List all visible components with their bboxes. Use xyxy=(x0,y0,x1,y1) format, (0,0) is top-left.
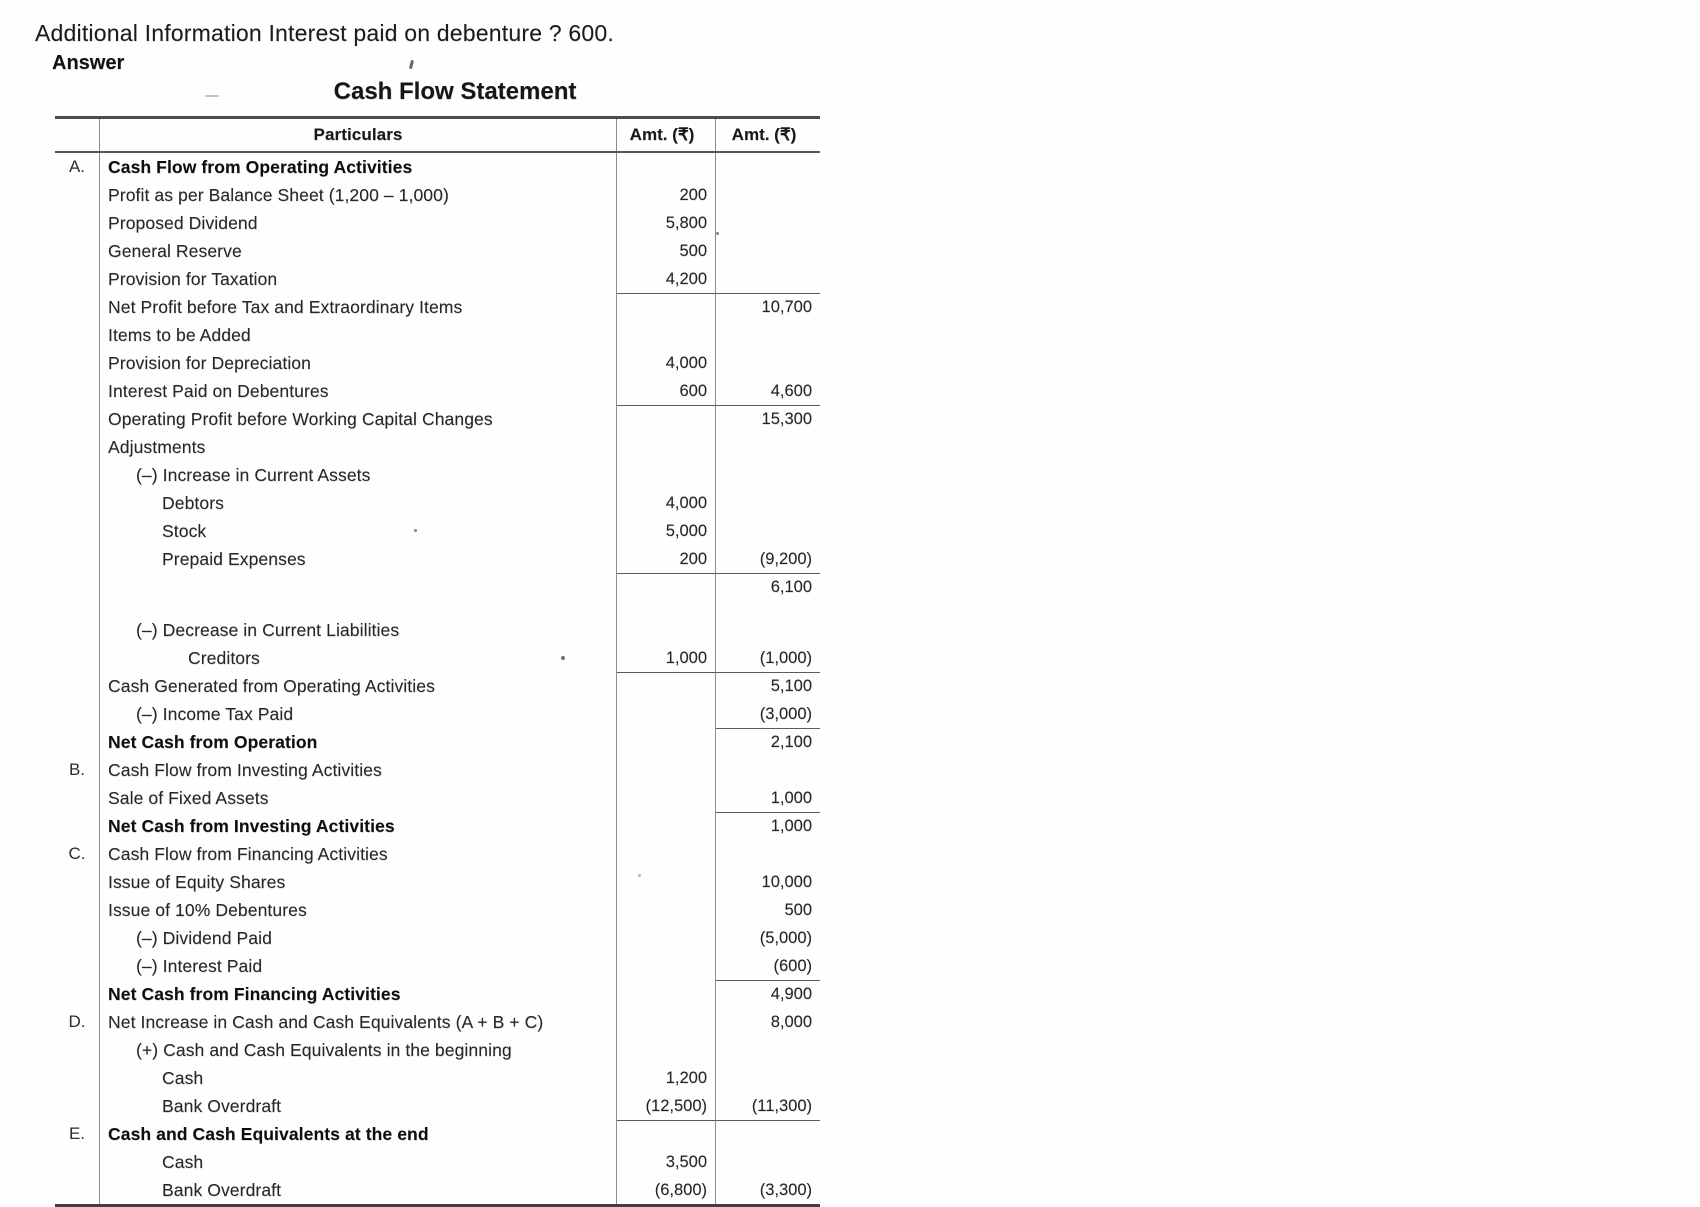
row-serial-letter xyxy=(55,700,100,728)
row-amount-col2: 10,700 xyxy=(716,293,820,321)
row-serial-letter xyxy=(55,265,100,293)
row-particulars: Interest Paid on Debentures xyxy=(100,377,617,405)
row-particulars: Net Profit before Tax and Extraordinary Items xyxy=(100,293,617,321)
table-row xyxy=(55,1176,820,1204)
row-serial-letter xyxy=(55,1064,100,1092)
header-serial-column xyxy=(55,119,100,151)
row-amount-col2 xyxy=(716,237,820,265)
row-amount-col2: (9,200) xyxy=(759,549,812,568)
table-row xyxy=(55,700,820,728)
row-particulars: Net Cash from Financing Activities xyxy=(100,980,617,1008)
table-row xyxy=(55,756,820,784)
table-row xyxy=(55,153,820,181)
table-row xyxy=(55,728,820,756)
table-spacer-row xyxy=(55,601,820,616)
table-row xyxy=(55,265,820,293)
row-particulars: Cash Flow from Operating Activities xyxy=(100,153,617,181)
row-amount-col1 xyxy=(617,728,716,756)
row-amount-col1: 500 xyxy=(617,237,716,265)
row-serial-letter xyxy=(55,980,100,1008)
row-amount-col1 xyxy=(617,1008,716,1036)
row-serial-letter xyxy=(55,1036,100,1064)
row-serial-letter xyxy=(55,573,100,601)
row-particulars: (–) Decrease in Current Liabilities xyxy=(100,616,617,644)
table-row xyxy=(55,840,820,868)
row-particulars: Cash Flow from Investing Activities xyxy=(100,756,617,784)
table-row xyxy=(55,1120,820,1148)
row-amount-col1 xyxy=(617,153,716,181)
row-particulars: Adjustments xyxy=(100,433,617,461)
row-amount-col1 xyxy=(617,812,716,840)
row-amount-col1: (6,800) xyxy=(617,1176,716,1204)
row-amount-col2 xyxy=(716,209,820,237)
row-serial-letter xyxy=(55,461,100,489)
row-serial-letter: B. xyxy=(55,756,100,784)
row-particulars xyxy=(100,573,617,601)
row-amount-col1 xyxy=(617,784,716,812)
row-amount-col1: 1,200 xyxy=(617,1064,716,1092)
table-row xyxy=(55,321,820,349)
row-particulars: (–) Increase in Current Assets xyxy=(100,461,617,489)
header-amount-2: Amt. (₹) xyxy=(731,125,797,144)
table-row xyxy=(55,1036,820,1064)
row-amount-col2 xyxy=(716,616,820,644)
row-particulars: Net Cash from Operation xyxy=(100,728,617,756)
row-amount-col2: (11,300) xyxy=(751,1096,812,1115)
table-row xyxy=(55,237,820,265)
row-particulars: Stock xyxy=(100,517,617,545)
row-amount-col2 xyxy=(716,153,820,181)
row-serial-letter: E. xyxy=(55,1120,100,1148)
row-amount-col2: 4,900 xyxy=(716,980,820,1008)
row-particulars: Cash Generated from Operating Activities xyxy=(100,672,617,700)
row-amount-col2 xyxy=(716,433,820,461)
row-serial-letter xyxy=(55,237,100,265)
row-amount-col1: 600 xyxy=(617,377,716,405)
row-serial-letter xyxy=(55,1092,100,1120)
row-amount-col1: 5,800 xyxy=(617,209,716,237)
row-amount-col1: 200 xyxy=(617,181,716,209)
row-amount-col1: 4,200 xyxy=(617,265,716,293)
row-amount-col2 xyxy=(716,517,820,545)
table-row xyxy=(55,868,820,896)
header-amount-1: Amt. (₹) xyxy=(617,119,716,151)
row-amount-col2 xyxy=(716,349,820,377)
row-serial-letter xyxy=(55,784,100,812)
row-amount-col1 xyxy=(617,756,716,784)
row-amount-col2: (600) xyxy=(773,956,812,975)
row-particulars: Cash xyxy=(100,1148,617,1176)
row-amount-col1: 4,000 xyxy=(617,349,716,377)
row-serial-letter xyxy=(55,924,100,952)
row-serial-letter xyxy=(55,377,100,405)
scan-speck xyxy=(414,529,417,532)
row-serial-letter xyxy=(55,672,100,700)
row-particulars: Issue of Equity Shares xyxy=(100,868,617,896)
row-serial-letter xyxy=(55,349,100,377)
row-amount-col1 xyxy=(617,980,716,1008)
row-amount-col2 xyxy=(716,1064,820,1092)
row-serial-letter xyxy=(55,728,100,756)
row-particulars: Bank Overdraft xyxy=(100,1092,617,1120)
row-particulars: Profit as per Balance Sheet (1,200 – 1,000) xyxy=(100,181,617,209)
table-row xyxy=(55,812,820,840)
table-row xyxy=(55,896,820,924)
table-row xyxy=(55,1092,820,1120)
table-row xyxy=(55,952,820,980)
table-row xyxy=(55,924,820,952)
table-row xyxy=(55,293,820,321)
table-row xyxy=(55,349,820,377)
row-serial-letter xyxy=(55,896,100,924)
row-serial-letter: C. xyxy=(55,840,100,868)
table-row xyxy=(55,545,820,573)
table-row xyxy=(55,573,820,601)
scan-speck xyxy=(205,95,219,97)
row-amount-col1 xyxy=(617,616,716,644)
row-serial-letter xyxy=(55,209,100,237)
table-row xyxy=(55,181,820,209)
row-amount-col2: (3,300) xyxy=(759,1180,812,1199)
row-particulars: Net Increase in Cash and Cash Equivalents (A + B + C) xyxy=(100,1008,617,1036)
row-particulars: Net Cash from Investing Activities xyxy=(100,812,617,840)
row-amount-col1 xyxy=(617,433,716,461)
table-row xyxy=(55,616,820,644)
row-amount-col1 xyxy=(617,868,716,896)
table-header-row xyxy=(55,119,820,153)
row-particulars: Cash and Cash Equivalents at the end xyxy=(100,1120,617,1148)
row-particulars: (–) Income Tax Paid xyxy=(100,700,617,728)
row-particulars: Creditors xyxy=(100,644,617,672)
table-row xyxy=(55,461,820,489)
row-amount-col1 xyxy=(617,952,716,980)
row-amount-col2: 500 xyxy=(784,900,812,919)
table-row xyxy=(55,1064,820,1092)
row-particulars: (+) Cash and Cash Equivalents in the beginning xyxy=(100,1036,617,1064)
row-serial-letter xyxy=(55,1176,100,1204)
row-serial-letter xyxy=(55,1148,100,1176)
row-amount-col1 xyxy=(617,405,716,433)
row-serial-letter xyxy=(55,812,100,840)
row-amount-col1 xyxy=(617,321,716,349)
row-amount-col2 xyxy=(716,601,820,616)
table-body xyxy=(55,153,820,1204)
row-amount-col1: (12,500) xyxy=(617,1092,716,1120)
row-amount-col1 xyxy=(617,840,716,868)
row-serial-letter: A. xyxy=(55,153,100,181)
table-row xyxy=(55,489,820,517)
row-particulars: (–) Dividend Paid xyxy=(100,924,617,952)
row-amount-col2: (3,000) xyxy=(759,704,812,723)
row-amount-col1: 5,000 xyxy=(617,517,716,545)
row-amount-col2 xyxy=(716,489,820,517)
row-serial-letter xyxy=(55,181,100,209)
row-particulars: (–) Interest Paid xyxy=(100,952,617,980)
row-amount-col2: 5,100 xyxy=(716,672,820,700)
table-row xyxy=(55,1008,820,1036)
row-amount-col1 xyxy=(617,1036,716,1064)
row-particulars: Cash Flow from Financing Activities xyxy=(100,840,617,868)
row-amount-col2 xyxy=(716,1036,820,1064)
row-amount-col1: 4,000 xyxy=(617,489,716,517)
row-serial-letter xyxy=(55,321,100,349)
row-amount-col2 xyxy=(716,1120,820,1148)
row-amount-col2 xyxy=(716,756,820,784)
row-particulars: Bank Overdraft xyxy=(100,1176,617,1204)
row-particulars: Cash xyxy=(100,1064,617,1092)
additional-info-text: Additional Information Interest paid on debenture ? 600. xyxy=(35,20,614,46)
row-particulars: Sale of Fixed Assets xyxy=(100,784,617,812)
row-amount-col1: 1,000 xyxy=(617,644,716,672)
row-amount-col1 xyxy=(617,573,716,601)
table-row xyxy=(55,517,820,545)
row-amount-col2: 6,100 xyxy=(716,573,820,601)
row-serial-letter xyxy=(55,517,100,545)
row-amount-col1 xyxy=(617,461,716,489)
row-serial-letter xyxy=(55,868,100,896)
row-serial-letter xyxy=(55,405,100,433)
table-row xyxy=(55,672,820,700)
table-row xyxy=(55,433,820,461)
row-amount-col2: 4,600 xyxy=(770,381,812,400)
row-serial-letter xyxy=(55,644,100,672)
row-amount-col1 xyxy=(617,924,716,952)
row-amount-col2 xyxy=(716,1148,820,1176)
table-row xyxy=(55,377,820,405)
row-amount-col2: 2,100 xyxy=(716,728,820,756)
table-row xyxy=(55,1148,820,1176)
row-amount-col1 xyxy=(617,896,716,924)
row-serial-letter xyxy=(55,616,100,644)
table-row xyxy=(55,784,820,812)
row-serial-letter xyxy=(55,545,100,573)
row-amount-col1 xyxy=(617,601,716,616)
row-particulars: Proposed Dividend xyxy=(100,209,617,237)
row-amount-col1 xyxy=(617,1120,716,1148)
row-serial-letter xyxy=(55,293,100,321)
row-serial-letter xyxy=(55,489,100,517)
table-row xyxy=(55,644,820,672)
row-amount-col1: 3,500 xyxy=(617,1148,716,1176)
row-particulars: General Reserve xyxy=(100,237,617,265)
row-particulars xyxy=(100,601,617,616)
row-amount-col1 xyxy=(617,293,716,321)
row-amount-col2: 15,300 xyxy=(716,405,820,433)
row-amount-col2: 10,000 xyxy=(761,872,812,891)
row-particulars: Issue of 10% Debentures xyxy=(100,896,617,924)
row-particulars: Provision for Depreciation xyxy=(100,349,617,377)
table-row xyxy=(55,209,820,237)
row-serial-letter xyxy=(55,952,100,980)
row-amount-col2 xyxy=(716,840,820,868)
table-row xyxy=(55,980,820,1008)
row-serial-letter xyxy=(55,601,100,616)
answer-label: Answer xyxy=(52,52,125,74)
row-amount-col2: 8,000 xyxy=(770,1012,812,1031)
header-particulars: Particulars xyxy=(100,119,617,151)
row-amount-col2: 1,000 xyxy=(770,788,812,807)
row-serial-letter: D. xyxy=(55,1008,100,1036)
row-amount-col2 xyxy=(716,461,820,489)
row-amount-col2 xyxy=(716,321,820,349)
table-title: Cash Flow Statement xyxy=(333,78,577,105)
row-serial-letter xyxy=(55,433,100,461)
row-amount-col1 xyxy=(617,672,716,700)
row-amount-col2 xyxy=(716,181,820,209)
row-particulars: Items to be Added xyxy=(100,321,617,349)
row-amount-col1: 200 xyxy=(617,545,716,573)
row-particulars: Debtors xyxy=(100,489,617,517)
scan-speck xyxy=(409,60,414,69)
table-row xyxy=(55,405,820,433)
row-amount-col2: 1,000 xyxy=(716,812,820,840)
scan-speck xyxy=(638,874,641,877)
row-particulars: Prepaid Expenses xyxy=(100,545,617,573)
row-amount-col2: (5,000) xyxy=(759,928,812,947)
scan-speck xyxy=(716,232,719,235)
cash-flow-statement-table xyxy=(55,116,820,1207)
row-amount-col1 xyxy=(617,700,716,728)
row-particulars: Operating Profit before Working Capital Changes xyxy=(100,405,617,433)
row-amount-col2: (1,000) xyxy=(759,648,812,667)
row-particulars: Provision for Taxation xyxy=(100,265,617,293)
row-amount-col2 xyxy=(716,265,820,293)
